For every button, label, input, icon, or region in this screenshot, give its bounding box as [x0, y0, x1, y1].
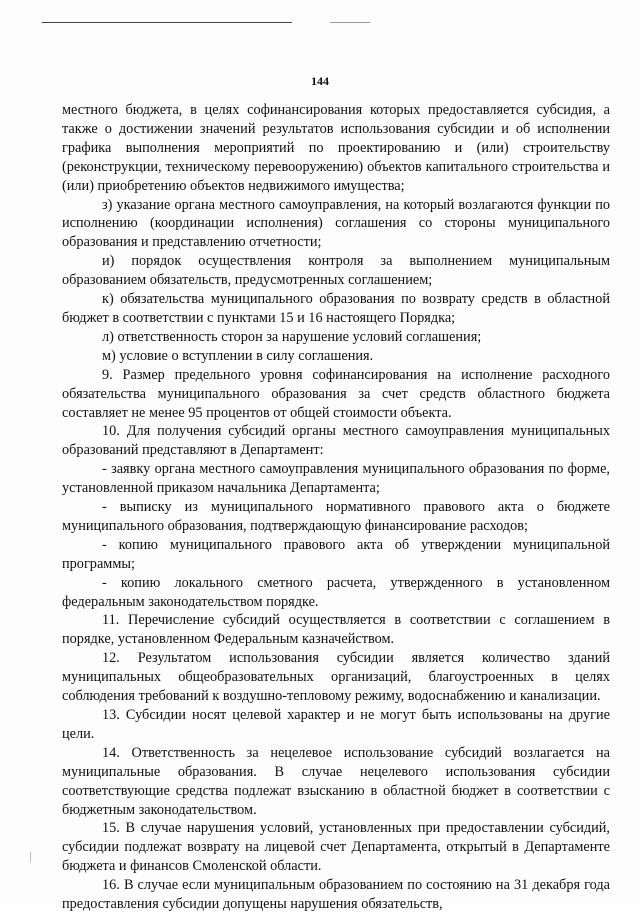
paragraph-10-bullet-4: - копию локального сметного расчета, утвержденного в установленном федеральным законодательством порядке.	[62, 574, 610, 610]
paragraph-15: 15. В случае нарушения условий, установленных при предоставлении субсидий, субсидии подлежат возврату на лицевой счет Департамента, открытый в Департаменте бюджета и финансов Смоленской области.	[62, 820, 610, 875]
scan-margin-mark	[30, 852, 31, 862]
paragraph-12: 12. Результатом использования субсидии является количество зданий муниципальных общеобразовательных организаций, благоустроенных в целях соблюдения требований к воздушно-тепловому режиму, водоснабжению и канализации.	[62, 650, 610, 705]
paragraph-item-z: з) указание органа местного самоуправления, на который возлагаются функции по исполнению (координации исполнения) соглашения со стороны муниципального образования и представлению отчетности;	[62, 196, 610, 251]
paragraph-item-k: к) обязательства муниципального образования по возврату средств в областной бюджет в соответствии с пунктами 15 и 16 настоящего Порядка;	[62, 291, 610, 326]
header-rule	[42, 22, 292, 23]
paragraph-10-bullet-2: - выписку из муниципального нормативного правового акта о бюджете муниципального образования, подтверждающую финансирование расходов;	[62, 499, 610, 534]
paragraph-10: 10. Для получения субсидий органы местного самоуправления муниципальных образований представляют в Департамент:	[62, 423, 610, 459]
paragraph-item-m: м) условие о вступлении в силу соглашения.	[102, 347, 374, 364]
header-rule-faint	[330, 22, 370, 23]
paragraph-continuation: местного бюджета, в целях софинансирования которых предоставляется субсидия, а также о достижении значений результатов использования субсидии и об исполнении графика выполнения мероприятий по проектированию и (или) строительству (реконструкции, техническому перевооружению) объектов капитального строительства и (или) приобретению объектов недвижимого имущества;	[62, 102, 610, 194]
paragraph-9: 9. Размер предельного уровня софинансирования на исполнение расходного обязательства муниципального образования за счет средств областного бюджета составляет не менее 95 процентов от общей стоимости объекта.	[62, 366, 610, 421]
page-number: 144	[311, 74, 329, 88]
paragraph-16: 16. В случае если муниципальным образованием по состоянию на 31 декабря года предоставления субсидии допущены нарушения обязательств,	[62, 877, 610, 913]
paragraph-10-bullet-3: - копию муниципального правового акта об утверждении муниципальной программы;	[62, 536, 610, 572]
document-body	[62, 101, 610, 914]
paragraph-item-l: л) ответственность сторон за нарушение условий соглашения;	[102, 328, 482, 345]
paragraph-item-i: и) порядок осуществления контроля за выполнением муниципальным образованием обязательств, предусмотренных соглашением;	[62, 253, 610, 289]
paragraph-11: 11. Перечисление субсидий осуществляется в соответствии с соглашением в порядке, установленном Федеральным казначейством.	[62, 612, 610, 648]
paragraph-14: 14. Ответственность за нецелевое использование субсидий возлагается на муниципальные образования. В случае нецелевого использования субсидии соответствующие средства подлежат взысканию в областной бюджет в соответствии с бюджетным законодательством.	[62, 744, 610, 818]
paragraph-13: 13. Субсидии носят целевой характер и не могут быть использованы на другие цели.	[62, 707, 610, 742]
paragraph-10-bullet-1: - заявку органа местного самоуправления муниципального образования по форме, установленной приказом начальника Департамента;	[62, 461, 610, 497]
